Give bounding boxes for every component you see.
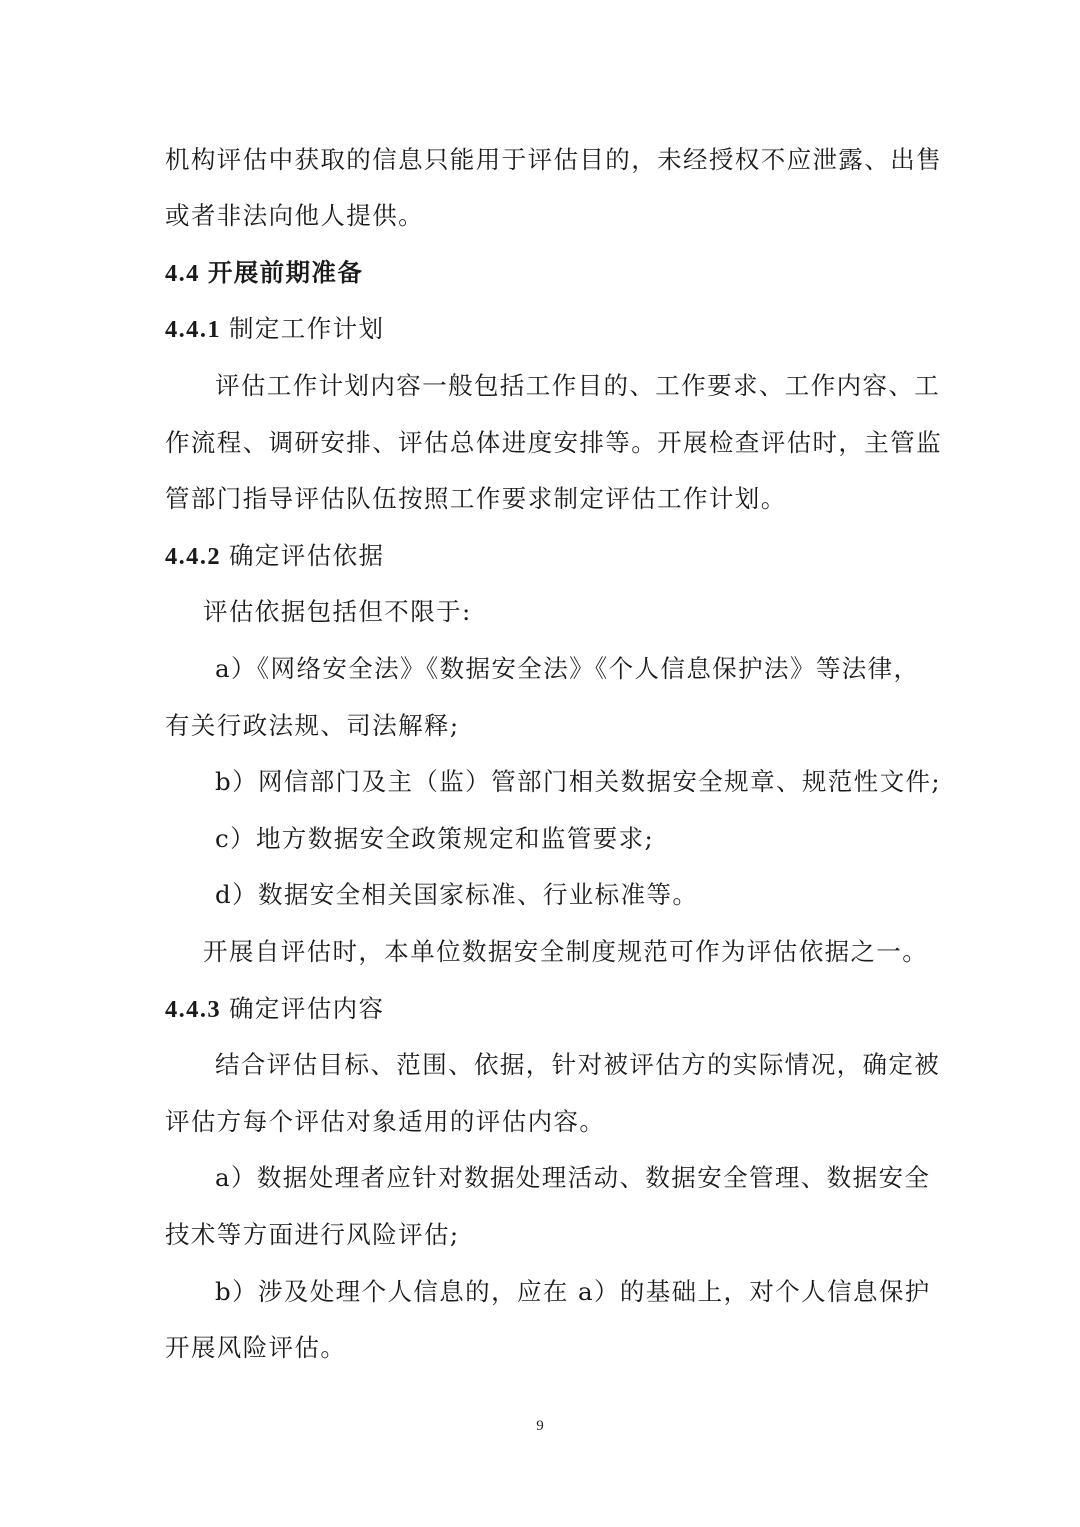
- paragraph-line: 技术等方面进行风险评估;: [165, 1220, 460, 1249]
- paragraph-line: 管部门指导评估队伍按照工作要求制定评估工作计划。: [165, 484, 787, 513]
- list-item: b）涉及处理个人信息的，应在 a）的基础上，对个人信息保护: [215, 1277, 931, 1306]
- heading-title: 确定评估内容: [229, 994, 385, 1023]
- paragraph-line: 评估依据包括但不限于:: [203, 597, 472, 626]
- list-item: a）《网络安全法》《数据安全法》《个人信息保护法》等法律，: [215, 654, 920, 683]
- paragraph-line: 机构评估中获取的信息只能用于评估目的，未经授权不应泄露、出售: [165, 145, 942, 174]
- list-item: c）地方数据安全政策规定和监管要求;: [215, 824, 655, 853]
- section-heading-4-4-2: [165, 541, 925, 572]
- section-heading-4-4-1: [165, 314, 925, 345]
- section-heading-4-4-3: [165, 994, 925, 1025]
- paragraph-line: 评估工作计划内容一般包括工作目的、工作要求、工作内容、工: [215, 371, 941, 400]
- heading-number: 4.4: [165, 260, 200, 287]
- heading-number: 4.4.3: [165, 996, 221, 1023]
- section-heading-4-4: [165, 258, 925, 289]
- heading-number: 4.4.2: [165, 543, 221, 570]
- paragraph-line: 开展风险评估。: [165, 1333, 347, 1362]
- paragraph-line: 作流程、调研安排、评估总体进度安排等。开展检查评估时，主管监: [165, 428, 942, 457]
- heading-number: 4.4.1: [165, 316, 221, 343]
- paragraph-line: 开展自评估时，本单位数据安全制度规范可作为评估依据之一。: [203, 937, 929, 966]
- heading-title: 制定工作计划: [229, 314, 385, 343]
- paragraph-line: 评估方每个评估对象适用的评估内容。: [165, 1107, 606, 1136]
- paragraph-line: 结合评估目标、范围、依据，针对被评估方的实际情况，确定被: [215, 1050, 941, 1079]
- page-number: 9: [536, 1418, 544, 1434]
- heading-title: 开展前期准备: [207, 258, 364, 287]
- heading-title: 确定评估依据: [229, 541, 385, 570]
- paragraph-line: 有关行政法规、司法解释;: [165, 711, 460, 740]
- list-item: d）数据安全相关国家标准、行业标准等。: [215, 880, 699, 909]
- paragraph-line: 或者非法向他人提供。: [165, 201, 424, 230]
- list-item: a）数据处理者应针对数据处理活动、数据安全管理、数据安全: [215, 1163, 931, 1192]
- list-item: b）网信部门及主（监）管部门相关数据安全规章、规范性文件;: [215, 767, 942, 796]
